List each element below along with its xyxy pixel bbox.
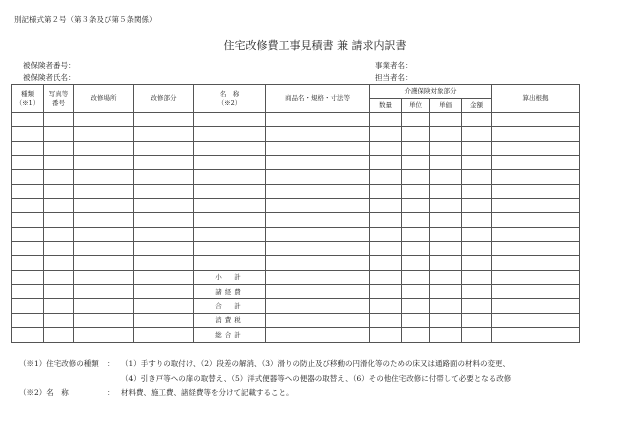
table-cell	[430, 242, 462, 256]
table-cell	[134, 299, 194, 313]
col-product-header: 商品名・規格・寸法等	[266, 85, 370, 113]
table-row	[12, 156, 580, 170]
table-cell	[134, 313, 194, 327]
table-cell	[134, 285, 194, 299]
table-cell	[492, 156, 580, 170]
table-cell	[462, 328, 492, 342]
table-cell	[194, 141, 266, 155]
table-cell	[492, 242, 580, 256]
table-cell	[44, 299, 74, 313]
table-cell	[74, 313, 134, 327]
table-cell	[462, 213, 492, 227]
col-amount-header: 金額	[462, 99, 492, 113]
table-cell	[74, 213, 134, 227]
estimate-table	[11, 84, 580, 343]
table-cell	[134, 127, 194, 141]
page-title: 住宅改修費工事見積書 兼 請求内訳書	[223, 39, 407, 52]
table-row	[12, 141, 580, 155]
table-cell	[370, 156, 402, 170]
note-3-text: 材料費、施工費、諸経費等を分けて記載すること。	[121, 388, 294, 397]
table-cell	[74, 184, 134, 198]
table-cell	[134, 242, 194, 256]
table-cell	[430, 141, 462, 155]
table-cell	[492, 227, 580, 241]
note-2	[19, 387, 294, 398]
business-name-label: 事業者名：	[375, 61, 413, 70]
table-cell	[44, 313, 74, 327]
summary-label: 総合計	[194, 328, 266, 342]
table-cell	[492, 199, 580, 213]
table-cell	[266, 270, 370, 284]
table-cell	[12, 156, 44, 170]
note-3-sep: ：	[107, 388, 115, 397]
table-cell	[44, 184, 74, 198]
table-cell	[74, 199, 134, 213]
table-cell	[462, 227, 492, 241]
table-cell	[492, 113, 580, 127]
table-cell	[12, 184, 44, 198]
table-cell	[44, 256, 74, 270]
table-cell	[44, 199, 74, 213]
table-cell	[430, 184, 462, 198]
table-cell	[194, 113, 266, 127]
table-cell	[74, 227, 134, 241]
table-cell	[134, 199, 194, 213]
table-cell	[370, 256, 402, 270]
table-cell	[134, 270, 194, 284]
table-cell	[12, 141, 44, 155]
table-cell	[266, 227, 370, 241]
note-1-sep: ：	[107, 359, 115, 368]
summary-label: 諸経費	[194, 285, 266, 299]
table-cell	[370, 227, 402, 241]
table-cell	[134, 328, 194, 342]
table-cell	[266, 299, 370, 313]
table-row	[12, 256, 580, 270]
table-cell	[74, 256, 134, 270]
table-cell	[430, 127, 462, 141]
table-cell	[12, 285, 44, 299]
table-row	[12, 113, 580, 127]
table-cell	[266, 113, 370, 127]
form-number: 別記様式第２号（第３条及び第５条関係）	[14, 15, 157, 24]
table-cell	[430, 313, 462, 327]
person-in-charge-label: 担当者名：	[375, 73, 413, 82]
table-cell	[492, 213, 580, 227]
table-cell	[12, 170, 44, 184]
table-cell	[134, 141, 194, 155]
table-cell	[44, 113, 74, 127]
table-cell	[266, 141, 370, 155]
table-row	[12, 184, 580, 198]
table-cell	[402, 313, 430, 327]
table-cell	[194, 127, 266, 141]
table-cell	[194, 156, 266, 170]
table-cell	[492, 285, 580, 299]
insured-number-label: 被保険者番号：	[23, 61, 76, 70]
table-cell	[370, 328, 402, 342]
table-cell	[194, 213, 266, 227]
table-cell	[402, 156, 430, 170]
summary-row	[12, 313, 580, 327]
table-cell	[12, 299, 44, 313]
table-cell	[462, 113, 492, 127]
table-cell	[44, 270, 74, 284]
summary-label: 合 計	[194, 299, 266, 313]
table-cell	[74, 156, 134, 170]
table-cell	[462, 127, 492, 141]
table-cell	[44, 227, 74, 241]
table-cell	[134, 227, 194, 241]
table-cell	[74, 141, 134, 155]
table-cell	[134, 184, 194, 198]
note-1-continued	[19, 373, 511, 384]
table-cell	[430, 299, 462, 313]
table-cell	[492, 299, 580, 313]
table-cell	[462, 256, 492, 270]
table-cell	[402, 184, 430, 198]
table-cell	[44, 328, 74, 342]
table-cell	[430, 199, 462, 213]
summary-label: 小 計	[194, 270, 266, 284]
note-2-text: （4）引き戸等への扉の取替え、（5）洋式便器等への便器の取替え、（6）その他住宅改修に付帯して必要となる改修	[121, 374, 512, 383]
table-cell	[194, 184, 266, 198]
table-cell	[134, 113, 194, 127]
table-cell	[44, 213, 74, 227]
table-cell	[194, 227, 266, 241]
table-cell	[12, 213, 44, 227]
col-part-header: 改修部分	[134, 85, 194, 113]
table-cell	[44, 242, 74, 256]
table-cell	[462, 285, 492, 299]
table-body	[12, 113, 580, 343]
table-cell	[194, 199, 266, 213]
table-cell	[266, 256, 370, 270]
table-cell	[12, 227, 44, 241]
table-cell	[370, 285, 402, 299]
table-cell	[402, 113, 430, 127]
table-row	[12, 213, 580, 227]
table-cell	[402, 170, 430, 184]
table-cell	[402, 127, 430, 141]
col-unit-price-header: 単価	[430, 99, 462, 113]
table-cell	[194, 242, 266, 256]
table-cell	[492, 270, 580, 284]
table-cell	[492, 127, 580, 141]
table-cell	[462, 156, 492, 170]
table-cell	[74, 170, 134, 184]
table-cell	[12, 313, 44, 327]
table-cell	[430, 113, 462, 127]
table-cell	[462, 184, 492, 198]
table-cell	[12, 113, 44, 127]
table-cell	[370, 299, 402, 313]
table-cell	[402, 227, 430, 241]
col-unit-header: 単位	[402, 99, 430, 113]
summary-row	[12, 328, 580, 342]
table-cell	[266, 285, 370, 299]
table-cell	[462, 299, 492, 313]
table-cell	[402, 199, 430, 213]
col-location-header: 改修場所	[74, 85, 134, 113]
table-cell	[492, 170, 580, 184]
table-cell	[492, 184, 580, 198]
table-cell	[266, 156, 370, 170]
table-cell	[194, 256, 266, 270]
note-1	[19, 358, 510, 369]
table-cell	[492, 256, 580, 270]
table-cell	[44, 141, 74, 155]
table-row	[12, 127, 580, 141]
table-cell	[492, 328, 580, 342]
table-cell	[12, 127, 44, 141]
table-cell	[134, 256, 194, 270]
table-cell	[266, 184, 370, 198]
table-cell	[430, 285, 462, 299]
table-cell	[266, 170, 370, 184]
table-cell	[370, 313, 402, 327]
table-cell	[266, 242, 370, 256]
table-cell	[134, 213, 194, 227]
col-type-header: 種類 （※1）	[12, 85, 44, 113]
table-cell	[370, 127, 402, 141]
table-cell	[370, 113, 402, 127]
table-cell	[12, 270, 44, 284]
table-row	[12, 170, 580, 184]
table-cell	[370, 242, 402, 256]
table-cell	[430, 227, 462, 241]
table-cell	[194, 170, 266, 184]
table-cell	[492, 141, 580, 155]
note-1-key: （※1）住宅改修の種類	[19, 359, 99, 368]
table-cell	[370, 184, 402, 198]
col-qty-header: 数量	[370, 99, 402, 113]
table-cell	[44, 156, 74, 170]
table-cell	[12, 328, 44, 342]
table-cell	[430, 270, 462, 284]
table-cell	[402, 141, 430, 155]
table-cell	[430, 213, 462, 227]
note-3-key: （※2）名 称	[19, 388, 69, 397]
table-cell	[266, 313, 370, 327]
table-cell	[462, 141, 492, 155]
table-cell	[12, 242, 44, 256]
table-cell	[44, 127, 74, 141]
table-cell	[134, 170, 194, 184]
summary-row	[12, 285, 580, 299]
summary-row	[12, 299, 580, 313]
table-cell	[430, 256, 462, 270]
table-cell	[134, 156, 194, 170]
col-name-header: 名 称 （※2）	[194, 85, 266, 113]
table-cell	[370, 199, 402, 213]
note-1-text: （1）手すりの取付け、（2）段差の解消、（3）滑りの防止及び移動の円滑化等のための床又は通路面の材料の変更、	[121, 359, 511, 368]
table-cell	[266, 328, 370, 342]
table-cell	[370, 213, 402, 227]
table-cell	[462, 170, 492, 184]
table-cell	[430, 170, 462, 184]
table-cell	[462, 199, 492, 213]
col-basis-header: 算出根拠	[492, 85, 580, 113]
summary-label: 消費税	[194, 313, 266, 327]
table-cell	[74, 328, 134, 342]
table-cell	[266, 199, 370, 213]
table-cell	[12, 256, 44, 270]
table-cell	[402, 328, 430, 342]
table-cell	[74, 127, 134, 141]
table-row	[12, 227, 580, 241]
table-cell	[462, 313, 492, 327]
table-cell	[44, 170, 74, 184]
table-cell	[74, 285, 134, 299]
table-cell	[492, 313, 580, 327]
table-cell	[370, 170, 402, 184]
table-cell	[370, 270, 402, 284]
col-photo-number-header: 写真等 番号	[44, 85, 74, 113]
table-cell	[370, 141, 402, 155]
table-cell	[402, 213, 430, 227]
table-cell	[266, 213, 370, 227]
table-cell	[462, 270, 492, 284]
insured-name-label: 被保険者氏名：	[23, 73, 76, 82]
table-cell	[74, 270, 134, 284]
table-row	[12, 242, 580, 256]
table-cell	[402, 299, 430, 313]
table-cell	[402, 256, 430, 270]
table-row	[12, 199, 580, 213]
table-cell	[74, 242, 134, 256]
table-cell	[12, 199, 44, 213]
table-cell	[402, 242, 430, 256]
table-cell	[74, 113, 134, 127]
table-cell	[430, 328, 462, 342]
covered-portion-header: 介護保険対象部分	[370, 85, 492, 99]
summary-row	[12, 270, 580, 284]
table-cell	[44, 285, 74, 299]
table-cell	[430, 156, 462, 170]
table-cell	[462, 242, 492, 256]
table-cell	[266, 127, 370, 141]
table-cell	[402, 285, 430, 299]
table-cell	[402, 270, 430, 284]
table-cell	[74, 299, 134, 313]
